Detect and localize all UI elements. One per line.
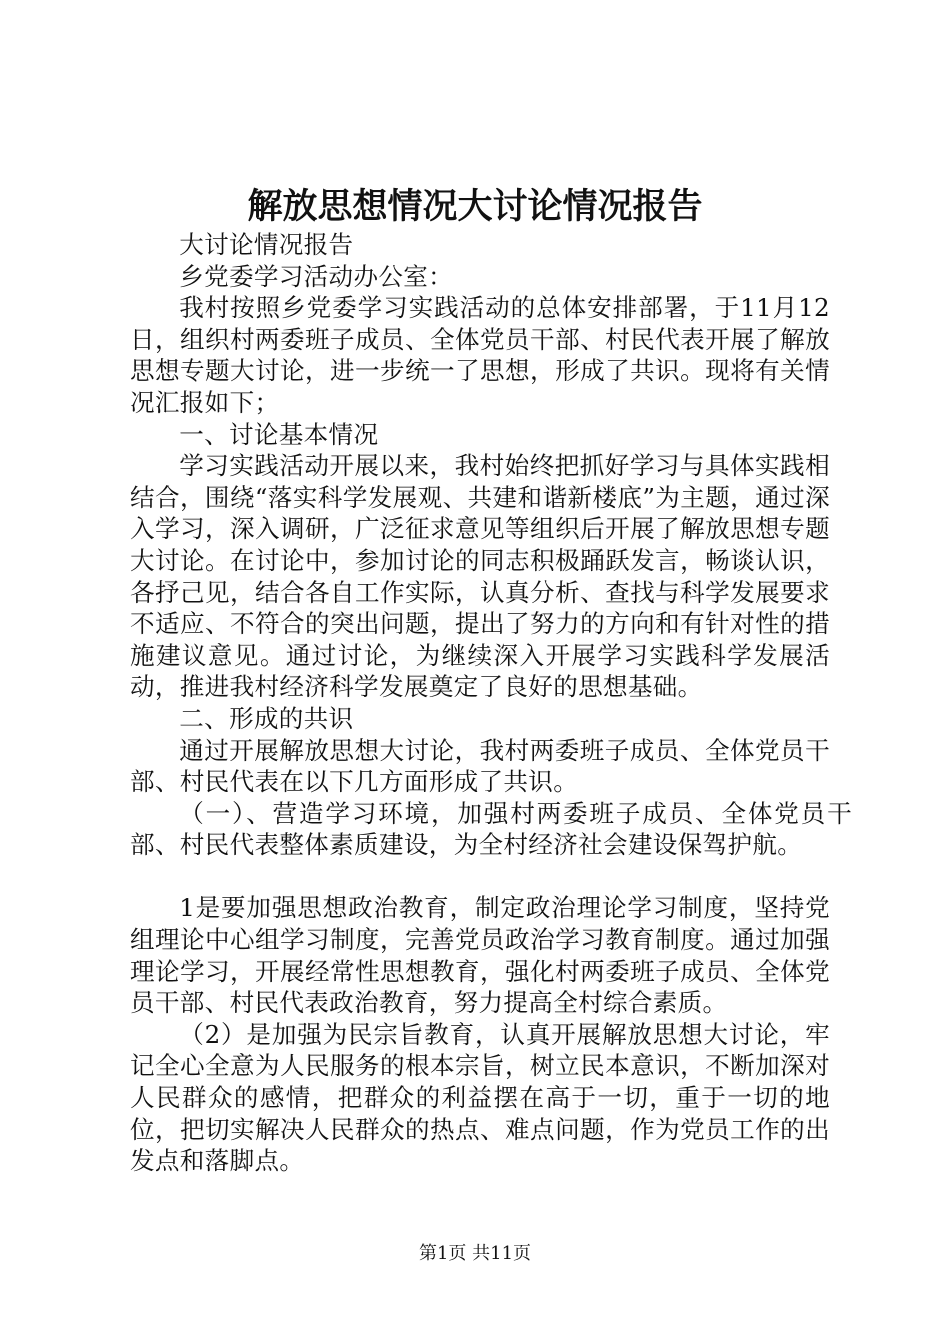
- paragraph-addressee: 乡党委学习活动办公室：: [179, 261, 454, 291]
- page-number-footer: 第1页 共11页: [418, 1243, 532, 1264]
- paragraph-intro: 我村按照乡党委学习实践活动的总体安排部署，于11月12日，组织村两委班子成员、全体党员干部、村民代表开展了解放思想专题大讨论，进一步统一了思想，形成了共识。现将有关情况汇报如下；: [130, 293, 830, 417]
- section-heading-consensus: 二、形成的共识: [179, 703, 354, 733]
- document-title: 解放思想情况大讨论情况报告: [247, 186, 703, 227]
- document-body: [130, 229, 852, 1177]
- paragraph-consensus-intro: 通过开展解放思想大讨论，我村两委班子成员、全体党员干部、村民代表在以下几方面形成了共识。: [130, 735, 830, 797]
- paragraph-heading-report: 大讨论情况报告: [179, 230, 354, 259]
- paragraph-consensus-item-1: （一）、营造学习环境，加强村两委班子成员、全体党员干部、村民代表整体素质建设，为全村经济社会建设保驾护航。: [130, 798, 852, 860]
- paragraph-point-2: （2）是加强为民宗旨教育，认真开展解放思想大讨论，牢记全心全意为人民服务的根本宗旨，树立民本意识，不断加深对人民群众的感情，把群众的利益摆在高于一切，重于一切的地位，把切实解决人民群众的热点、难点问题，作为党员工作的出发点和落脚点。: [130, 1019, 830, 1176]
- section-heading-basic-situation: 一、讨论基本情况: [179, 419, 379, 449]
- paragraph-point-1: 1是要加强思想政治教育，制定政治理论学习制度，坚持党组理论中心组学习制度，完善党员政治学习教育制度。通过加强理论学习，开展经常性思想教育，强化村两委班子成员、全体党员干部、村民代表政治教育，努力提高全村综合素质。: [130, 893, 830, 1018]
- paragraph-basic-situation: 学习实践活动开展以来，我村始终把抓好学习与具体实践相结合，围绕“落实科学发展观、共建和谐新楼底”为主题，通过深入学习，深入调研，广泛征求意见等组织后开展了解放思想专题大讨论。在讨论中，参加讨论的同志积极踊跃发言，畅谈认识，各抒己见，结合各自工作实际，认真分析、查找与科学发展要求不适应、不符合的突出问题，提出了努力的方向和有针对性的措施建议意见。通过讨论，为继续深入开展学习实践科学发展活动，推进我村经济科学发展奠定了良好的思想基础。: [130, 451, 830, 702]
